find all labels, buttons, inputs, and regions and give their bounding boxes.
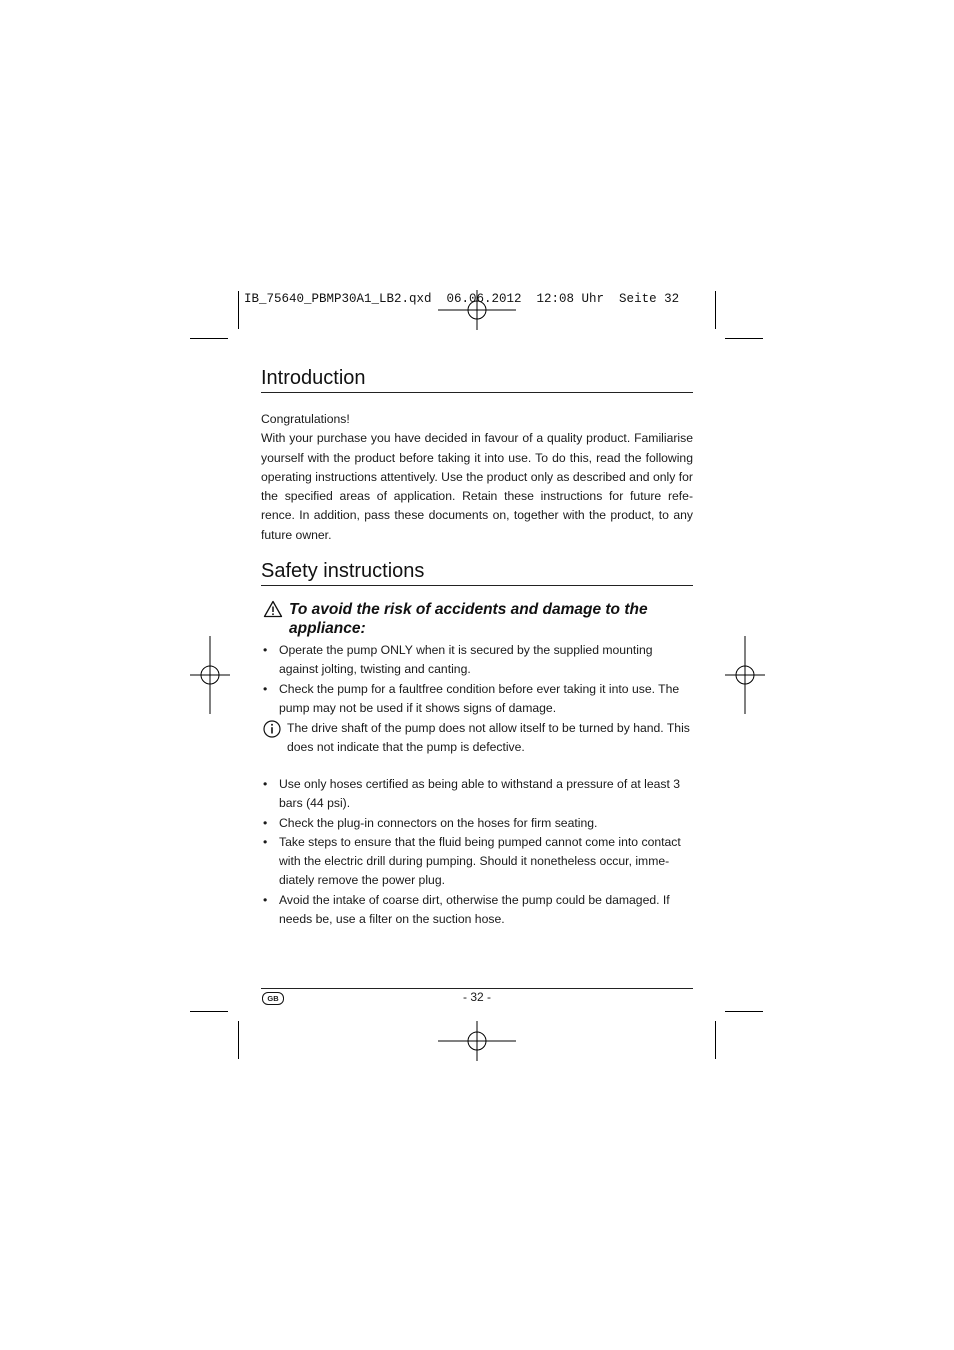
info-circle-icon (263, 720, 281, 738)
safety-bullet-list (261, 641, 693, 718)
registration-mark-icon (190, 636, 230, 714)
list-item-text: Avoid the intake of coarse dirt, otherwise the pump could be damaged. If needs be, use a filter on the suction hose. (279, 892, 670, 927)
warning-subheading (263, 600, 693, 638)
list-item: • Operate the pump ONLY when it is secured by the supplied mounting against jolting, twisting and canting. (263, 643, 653, 677)
info-note (263, 719, 693, 758)
list-item: • Take steps to ensure that the fluid being pumped cannot come into contact with the electric drill during pumping. Should it nonetheless occur, imme-diately remove the power plug. (263, 834, 681, 888)
list-item-text: Check the plug-in connectors on the hoses for firm seating. (279, 815, 598, 830)
list-item: • Check the plug-in connectors on the hoses for firm seating. (263, 815, 598, 830)
safety-bullet-list (261, 775, 693, 929)
list-item-text: Operate the pump ONLY when it is secured by the supplied mounting against jolting, twisting and canting. (279, 643, 653, 677)
list-item: • Check the pump for a faultfree condition before ever taking it into use. The pump may not be used if it shows signs of damage. (263, 681, 680, 715)
list-item-text: Take steps to ensure that the fluid being pumped cannot come into contact with the electric drill during pumping. Should it nonetheless occur, imme-diately remove the power plug. (279, 834, 681, 888)
info-note-text: The drive shaft of the pump does not allow itself to be turned by hand. This does not indicate that the pump is defective. (287, 721, 690, 755)
list-item: • Use only hoses certified as being able to withstand a pressure of at least 3 bars (44 psi). (263, 777, 681, 811)
introduction-heading: Introduction (261, 366, 693, 393)
registration-mark-icon (438, 1021, 516, 1061)
introduction-body (261, 410, 693, 545)
registration-mark-icon (725, 636, 765, 714)
footer-rule (261, 988, 693, 989)
language-badge: GB (262, 992, 284, 1005)
introduction-paragraph: With your purchase you have decided in favour of a quality product. Familiarise yourself with the product before taking it into use. To do this, read the following operating instructions attentively. Use the product only as described and only for the specified areas of application. Retain these instructions for future refe-rence. In addition, pass these documents on, together with the product, to any future owner. (261, 431, 693, 542)
page-number: - 32 - (462, 990, 491, 1004)
list-item-text: Use only hoses certified as being able to withstand a pressure of at least 3 bars (44 psi). (279, 777, 681, 811)
warning-subheading-text: To avoid the risk of accidents and damage to the appliance: (289, 601, 648, 637)
introduction-paragraph: Congratulations! (261, 412, 350, 426)
list-item-text: Check the pump for a faultfree condition before ever taking it into use. The pump may not be used if it shows signs of damage. (279, 681, 680, 715)
safety-heading: Safety instructions (261, 559, 693, 586)
warning-triangle-icon (263, 600, 283, 618)
print-slug: IB_75640_PBMP30A1_LB2.qxd 06.06.2012 12:08 Uhr Seite 32 (244, 292, 680, 306)
list-item: • Avoid the intake of coarse dirt, otherwise the pump could be damaged. If needs be, use a filter on the suction hose. (263, 892, 670, 927)
